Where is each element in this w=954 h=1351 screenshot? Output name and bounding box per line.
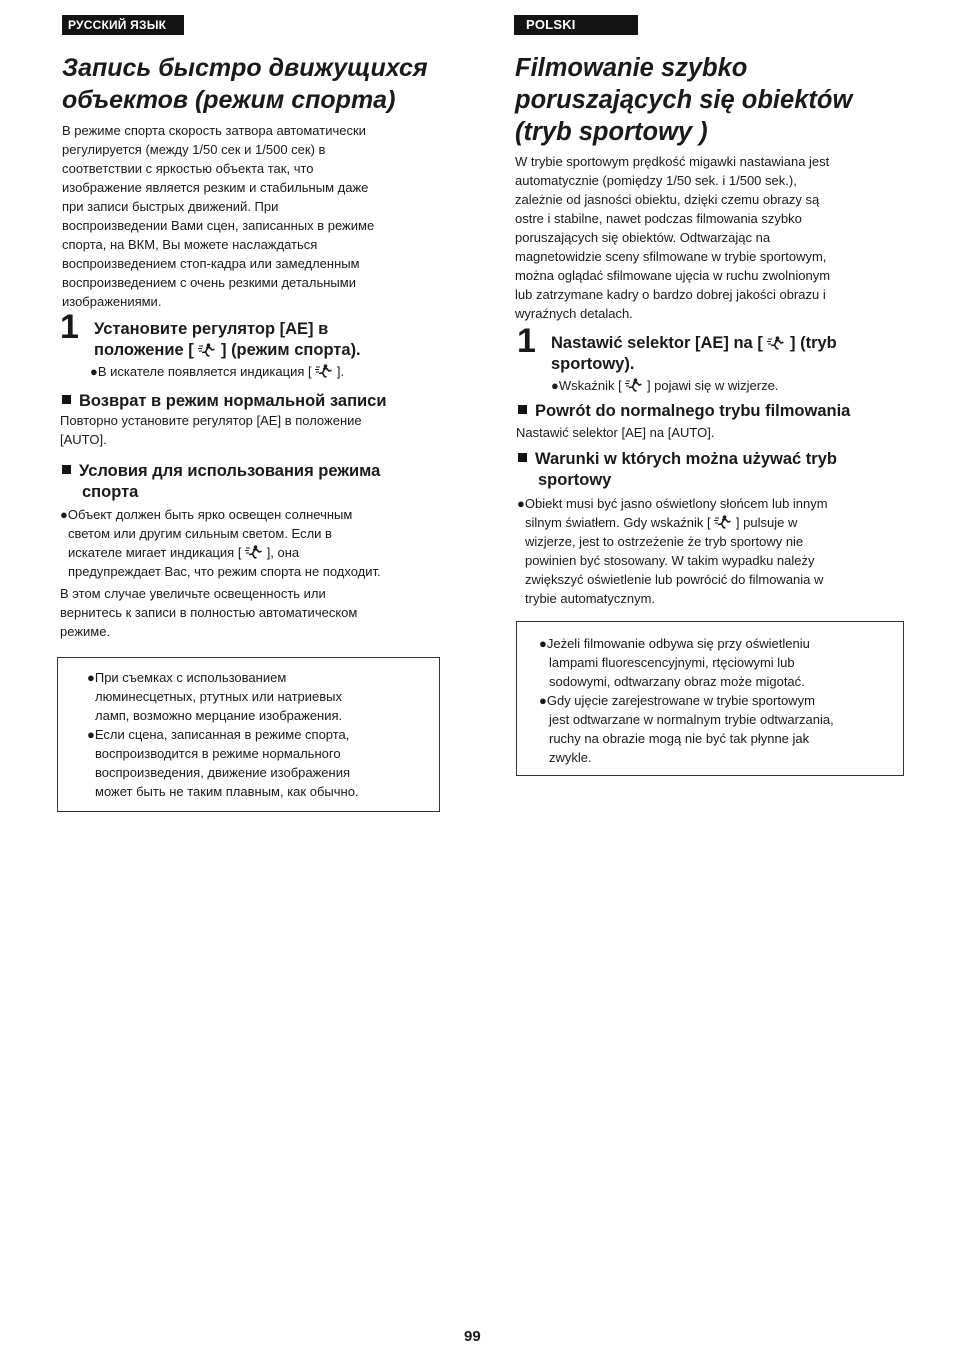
section-heading-conditions (518, 449, 837, 491)
text-line: при записи быстрых движений. При (62, 199, 279, 214)
page-title-polish (515, 52, 852, 148)
heading-text: Powrót do normalnego trybu filmowania (535, 402, 851, 420)
text-line: воспроизводится в режиме нормального (95, 746, 341, 761)
text-line: предупреждает Вас, что режим спорта не подходит. (68, 564, 381, 579)
square-bullet-icon (62, 465, 71, 474)
text-line: воспроизведения, движение изображения (95, 765, 351, 780)
return-paragraph-russian (60, 411, 362, 449)
sport-mode-icon (245, 545, 263, 559)
step-number: 1 (60, 308, 79, 346)
heading-text: sportowy (538, 471, 612, 489)
text-line: Повторно установите регулятор [AE] в положение (60, 413, 362, 428)
conditions-bullet (60, 505, 450, 581)
title-line: объектов (режим спорта) (62, 86, 396, 114)
note-box-russian (57, 657, 440, 812)
text-line: ruchy na obrazie mogą nie być tak płynne jak (549, 731, 810, 746)
text-line: регулируется (между 1/50 сек и 1/500 сек) в (62, 142, 326, 157)
text-line: В этом случае увеличьте освещенность или (60, 586, 326, 601)
text-fragment: ], она (266, 545, 300, 560)
sport-mode-icon (198, 343, 216, 357)
note-item (539, 634, 810, 691)
sport-mode-icon (714, 515, 732, 529)
step-line: Nastawić selektor [AE] na [ (551, 334, 763, 352)
page-title-russian (62, 52, 428, 116)
text-line: poruszających się obiektów. Odtwarzając na (515, 230, 771, 245)
step-number: 1 (517, 322, 536, 360)
text-line: jest odtwarzane w normalnym trybie odtwarzania, (549, 712, 834, 727)
text-line: соответствии с яркостью объекта так, что (62, 161, 314, 176)
text-line: ●При съемках с использованием (87, 670, 287, 685)
text-line: zwiększyć oświetlenie lub powrócić do filmowania w (525, 572, 824, 587)
text-line: powinien być stosowany. W takim wypadku należy (525, 553, 815, 568)
note-text: ●Wskaźnik [ (551, 378, 622, 393)
text-line: można oglądać sfilmowane ujęcia w ruchu zwolnionym (515, 268, 831, 283)
step-instruction (94, 319, 454, 361)
text-line: zwykle. (549, 750, 592, 765)
note-text: ●В искателе появляется индикация [ (90, 364, 312, 379)
sport-mode-icon (767, 336, 785, 350)
text-line: magnetowidzie sceny sfilmowane w trybie sportowym, (515, 249, 827, 264)
text-line: ламп, возможно мерцание изображения. (95, 708, 343, 723)
note-text: ]. (336, 364, 345, 379)
text-line: lampami fluorescencyjnymi, rtęciowymi lub (549, 655, 795, 670)
section-heading-return (62, 391, 387, 412)
step-line: Установите регулятор [AE] в (94, 320, 329, 338)
page-number: 99 (464, 1328, 481, 1345)
square-bullet-icon (62, 395, 71, 404)
step-note (90, 362, 450, 381)
square-bullet-icon (518, 453, 527, 462)
title-line: (tryb sportowy ) (515, 118, 708, 146)
text-line: изображениями. (62, 294, 162, 309)
step-line: ] (режим спорта). (220, 341, 361, 359)
text-line: zależnie od jasności obiektu, dzięki czemu obrazy są (515, 192, 820, 207)
square-bullet-icon (518, 405, 527, 414)
text-fragment: ] pulsuje w (735, 515, 798, 530)
title-line: Запись быстро движущихся (62, 54, 428, 82)
sport-mode-icon (315, 364, 333, 378)
text-line: люминесцетных, ртутных или натриевых (95, 689, 342, 704)
heading-text: Warunki w których można używać tryb (535, 450, 837, 468)
step-line: ] (tryb (790, 334, 837, 352)
text-line: automatycznie (pomiędzy 1/50 sek. i 1/500 sek.), (515, 173, 797, 188)
text-line: режиме. (60, 624, 111, 639)
note-item (87, 668, 342, 725)
text-fragment: silnym światłem. Gdy wskaźnik [ (525, 515, 711, 530)
section-heading-return (518, 401, 850, 422)
note-text: ] pojawi się w wizjerze. (646, 378, 779, 393)
title-line: Filmowanie szybko (515, 54, 748, 82)
text-line: lub zatrzymane kadry o bardzo dobrej jakości obrazu i (515, 287, 826, 302)
text-line: ●Obiekt musi być jasno oświetlony słońcem lub innym (517, 496, 828, 511)
text-line: вернитесь к записи в полностью автоматическом (60, 605, 358, 620)
text-fragment: искателе мигает индикация [ (68, 545, 242, 560)
intro-paragraph-polish (515, 152, 830, 323)
text-line (60, 543, 450, 562)
text-line: [AUTO]. (60, 432, 107, 447)
heading-text: Возврат в режим нормальной записи (79, 392, 387, 410)
conditions-bullet (517, 494, 907, 608)
text-line: спорта, на ВКМ, Вы можете наслаждаться (62, 237, 318, 252)
text-line: wizjerze, jest to ostrzeżenie że tryb sportowy nie (525, 534, 804, 549)
section-heading-conditions (62, 461, 380, 503)
note-box-polish (516, 621, 904, 776)
heading-text: спорта (82, 483, 139, 501)
language-tag-russian: РУССКИЙ ЯЗЫК (62, 15, 184, 35)
step-line: sportowy). (551, 355, 635, 373)
step-line: положение [ (94, 341, 194, 359)
intro-paragraph-russian (62, 121, 374, 311)
text-line: trybie automatycznym. (525, 591, 656, 606)
sport-mode-icon (625, 378, 643, 392)
text-line: Nastawić selektor [AE] na [AUTO]. (516, 425, 715, 440)
text-line: воспроизведением с очень резкими детальными (62, 275, 356, 290)
step-instruction (551, 333, 911, 375)
text-line: ●Jeżeli filmowanie odbywa się przy oświetleniu (539, 636, 810, 651)
text-line: ●Gdy ujęcie zarejestrowane w trybie sportowym (539, 693, 815, 708)
language-tag-polish: POLSKI (514, 15, 638, 35)
text-line: wyraźnych detalach. (515, 306, 633, 321)
title-line: poruszających się obiektów (515, 86, 853, 114)
text-line: изображение является резким и стабильным даже (62, 180, 369, 195)
text-line (517, 513, 907, 532)
note-item (87, 725, 359, 801)
text-line: светом или другим сильным светом. Если в (68, 526, 332, 541)
text-line: воспроизведением стоп-кадра или замедленным (62, 256, 360, 271)
text-line: воспроизведении Вами сцен, записанных в режиме (62, 218, 375, 233)
note-item (539, 691, 834, 767)
text-line: может быть не таким плавным, как обычно. (95, 784, 359, 799)
text-line: sodowymi, odtwarzany obraz może migotać. (549, 674, 805, 689)
text-line: ●Объект должен быть ярко освещен солнечным (60, 507, 353, 522)
text-line: W trybie sportowym prędkość migawki nastawiana jest (515, 154, 830, 169)
step-note (551, 376, 911, 395)
text-line: В режиме спорта скорость затвора автоматически (62, 123, 366, 138)
return-paragraph-polish (516, 423, 714, 442)
text-line: ●Если сцена, записанная в режиме спорта, (87, 727, 350, 742)
heading-text: Условия для использования режима (79, 462, 381, 480)
conditions-after-paragraph (60, 584, 357, 641)
text-line: ostre i stabilne, nawet podczas filmowania szybko (515, 211, 802, 226)
